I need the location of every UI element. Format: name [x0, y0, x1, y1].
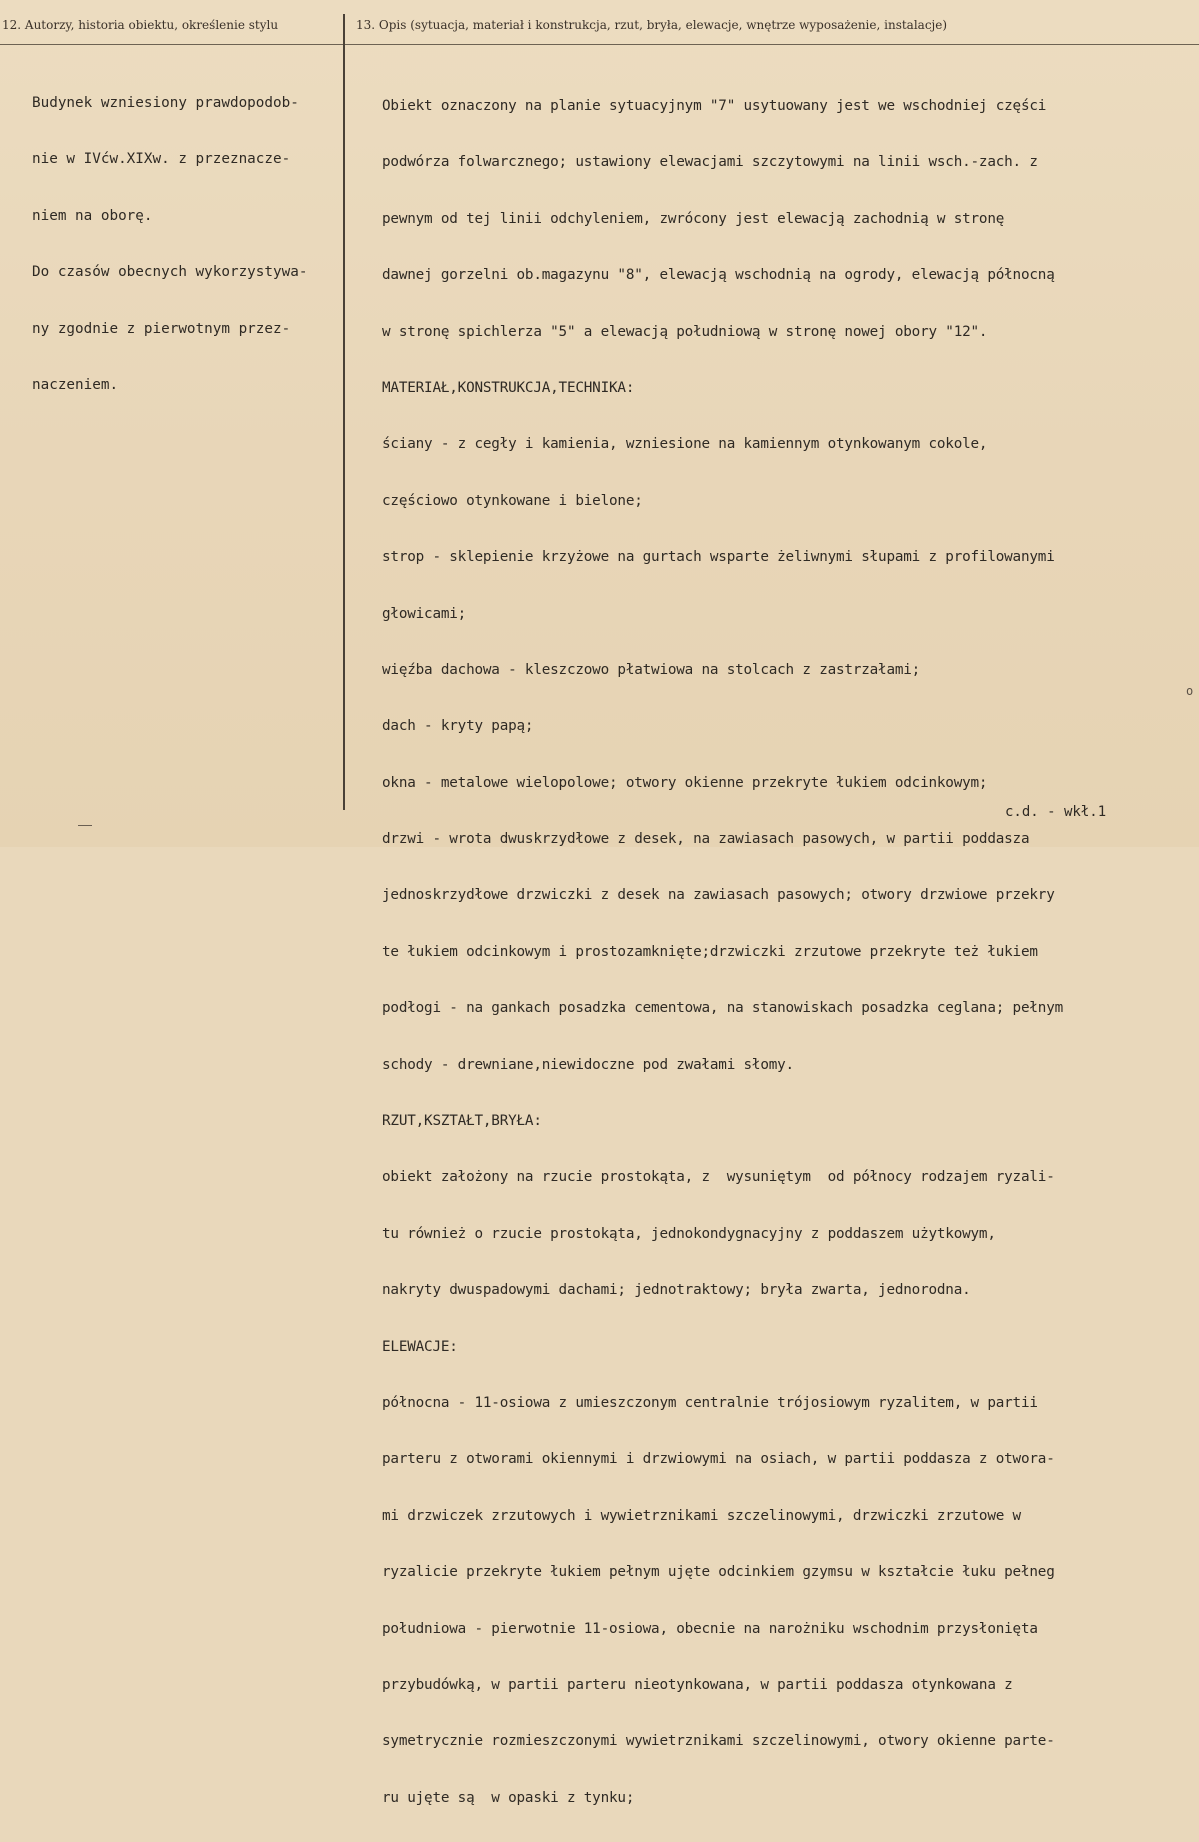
section-heading-elevations: ELEWACJE: — [382, 1338, 458, 1355]
text-line: podwórza folwarcznego; ustawiony elewacjami szczytowymi na linii wsch.-zach. z — [382, 154, 1038, 171]
section-heading-plan: RZUT,KSZTAŁT,BRYŁA: — [382, 1113, 542, 1130]
text-line: ściany - z cegły i kamienia, wzniesione na kamiennym otynkowanym cokole, — [382, 436, 988, 453]
description-text — [382, 62, 1063, 1842]
text-line: w stronę spichlerza "5" a elewacją południową w stronę nowej obory "12". — [382, 323, 988, 340]
text-line: pewnym od tej linii odchyleniem, zwrócony jest elewacją zachodnią w stronę — [382, 210, 1005, 227]
text-line: parteru z otworami okiennymi i drzwiowymi na osiach, w partii poddasza z otwora- — [382, 1451, 1055, 1468]
text-line: ny zgodnie z pierwotnym przez- — [32, 320, 291, 337]
text-line: drzwi - wrota dwuskrzydłowe z desek, na zawiasach pasowych, w partii poddasza — [382, 831, 1030, 848]
text-line: tu również o rzucie prostokąta, jednokondygnacyjny z poddaszem użytkowym, — [382, 1225, 996, 1242]
text-line: nakryty dwuspadowymi dachami; jednotraktowy; bryła zwarta, jednorodna. — [382, 1282, 971, 1299]
text-line: Do czasów obecnych wykorzystywa- — [32, 264, 308, 281]
field-12-header: 12. Autorzy, historia obiektu, określenie stylu — [2, 18, 279, 32]
text-line: mi drzwiczek zrzutowych i wywietrznikami szczelinowymi, drzwiczki zrzutowe w — [382, 1507, 1021, 1524]
section-heading-material: MATERIAŁ,KONSTRUKCJA,TECHNIKA: — [382, 379, 635, 396]
text-line: dawnej gorzelni ob.magazynu "8", elewacją wschodnią na ogrody, elewacją północną — [382, 267, 1055, 284]
column-divider — [343, 14, 345, 810]
text-line: częściowo otynkowane i bielone; — [382, 492, 643, 509]
text-line: południowa - pierwotnie 11-osiowa, obecnie na narożniku wschodnim przysłonięta — [382, 1620, 1038, 1637]
text-line: więźba dachowa - kleszczowo płatwiowa na stolcach z zastrzałami; — [382, 661, 921, 678]
text-line: Obiekt oznaczony na planie sytuacyjnym "7" usytuowany jest we wschodniej części — [382, 98, 1047, 114]
text-line: dach - kryty papą; — [382, 718, 534, 735]
authors-history-text — [32, 59, 307, 429]
text-line: niem na oborę. — [32, 207, 153, 224]
text-line: Budynek wzniesiony prawdopodob- — [32, 95, 299, 111]
field-13-header: 13. Opis (sytuacja, materiał i konstrukcja, rzut, bryła, elewacje, wnętrze wyposażenie, instalacje) — [356, 18, 948, 32]
header-rule — [0, 44, 1199, 45]
text-line: północna - 11-osiowa z umieszczonym centralnie trójosiowym ryzalitem, w partii — [382, 1394, 1038, 1411]
text-line: strop - sklepienie krzyżowe na gurtach wsparte żeliwnymi słupami z profilowanymi — [382, 549, 1055, 566]
text-line: podłogi - na gankach posadzka cementowa, na stanowiskach posadzka ceglana; pełnym — [382, 1000, 1064, 1017]
continuation-note: c.d. - wkł.1 — [1005, 804, 1107, 820]
text-line: schody - drewniane,niewidoczne pod zwałami słomy. — [382, 1056, 794, 1073]
text-line: głowicami; — [382, 605, 467, 622]
margin-dash — [78, 825, 92, 826]
text-line: nie w IVćw.XIXw. z przeznacze- — [32, 151, 291, 168]
text-line: okna - metalowe wielopolowe; otwory okienne przekryte łukiem odcinkowym; — [382, 774, 988, 791]
text-line: przybudówką, w partii parteru nieotynkowana, w partii poddasza otynkowana z — [382, 1676, 1013, 1693]
text-line: te łukiem odcinkowym i prostozamknięte;drzwiczki zrzutowe przekryte też łukiem — [382, 943, 1038, 960]
text-line: symetrycznie rozmieszczonymi wywietrznikami szczelinowymi, otwory okienne parte- — [382, 1733, 1055, 1750]
text-line: obiekt założony na rzucie prostokąta, z wysuniętym od północy rodzajem ryzali- — [382, 1169, 1055, 1186]
text-line: jednoskrzydłowe drzwiczki z desek na zawiasach pasowych; otwory drzwiowe przekry — [382, 887, 1055, 904]
text-line: ru ujęte są w opaski z tynku; — [382, 1789, 635, 1806]
text-line: naczeniem. — [32, 376, 119, 393]
text-line: ryzalicie przekryte łukiem pełnym ujęte odcinkiem gzymsu w kształcie łuku pełneg — [382, 1564, 1055, 1581]
margin-mark: o — [1186, 684, 1194, 698]
